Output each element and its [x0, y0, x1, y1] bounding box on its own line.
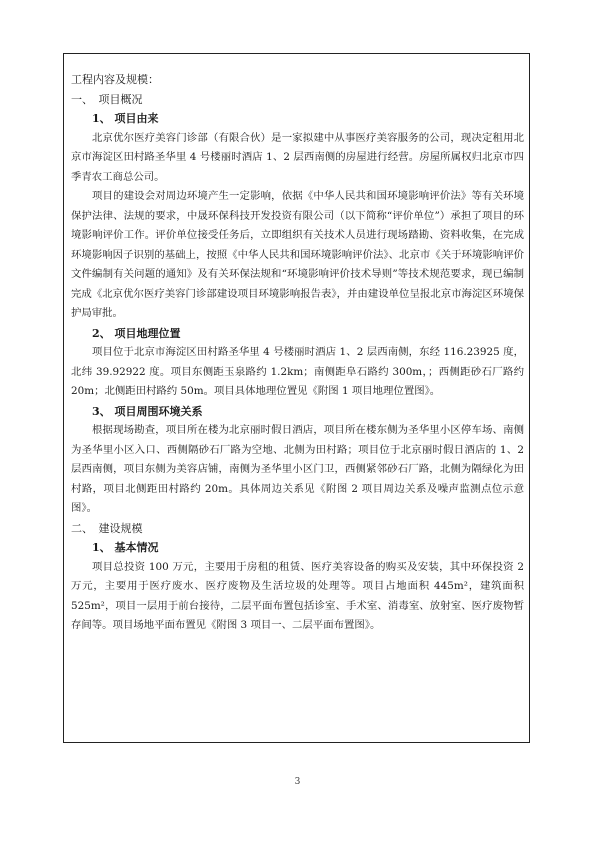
section-heading: 一、 项目概况 [71, 92, 143, 106]
subsection-heading: 1、 项目由来 [92, 112, 159, 125]
paragraph: 项目总投资 100 万元，主要用于房租的租赁、医疗美容设备的购买及安装，其中环保投资 2 万元，主要用于医疗废水、医疗废物及生活垃圾的处理等。项目占地面积 445m²，建筑面积 525m²，项目一层用于前台接待，二层平面布置包括诊室、手术室、消毒室、放射室、医疗废物暂存间等。项目场地平面布置见《附图 3 项目一、二层平面布置图》。 [71, 560, 524, 631]
paragraph: 项目位于北京市海淀区田村路圣华里 4 号楼丽时酒店 1、2 层西南侧，东经 116.23925 度，北纬 39.92922 度。项目东侧距玉泉路约 1.2km；南侧距阜石路约 300m，；西侧距砂石厂路约 20m；北侧距田村路约 50m。项目具体地理位置见《附图 1 项目地理位置图》。 [71, 346, 524, 397]
subsection-heading: 2、 项目地理位置 [92, 326, 181, 340]
page-number: 3 [294, 777, 301, 787]
subsection-heading: 1、 基本情况 [92, 541, 159, 554]
document-content [71, 70, 524, 636]
paragraph: 项目的建设会对周边环境产生一定影响，依据《中华人民共和国环境影响评价法》等有关环境保护法律、法规的要求，中晟环保科技开发投资有限公司（以下简称“评价单位”）承担了项目的环境影响评价工作。评价单位接受任务后，立即组织有关技术人员进行现场踏勘、资料收集，在完成环境影响因子识别的基础上，按照《中华人民共和国环境影响评价法》、北京市《关于环境影响评价文件编制有关问题的通知》及有关环保法规和“环境影响评价技术导则”等技术规范要求，现已编制完成《北京优尔医疗美容门诊部建设项目环境影响报告表》，并由建设单位呈报北京市海淀区环境保护局审批。 [71, 190, 524, 319]
document-frame [63, 53, 530, 743]
paragraph: 根据现场勘查，项目所在楼为北京丽时假日酒店，项目所在楼东侧为圣华里小区停车场、南侧为圣华里小区入口、西侧隔砂石厂路为空地、北侧为田村路；项目位于北京丽时假日酒店的 1、2 层西南侧，项目东侧为美容店铺，南侧为圣华里小区门卫，西侧紧邻砂石厂路，北侧为隔绿化为田村路，项目北侧距田村路约 20m。具体周边关系见《附图 2 项目周边关系及噪声监测点位示意图》。 [71, 424, 524, 514]
page-title: 工程内容及规模： [71, 73, 159, 86]
subsection-heading: 3、 项目周围环境关系 [92, 404, 203, 418]
paragraph: 北京优尔医疗美容门诊部（有限合伙）是一家拟建中从事医疗美容服务的公司，现决定租用北京市海淀区田村路圣华里 4 号楼丽时酒店 1、2 层西南侧的房屋进行经营。房屋所属权归北京市四季青农工商总公司。 [71, 131, 524, 183]
section-heading: 二、 建设规模 [71, 521, 143, 535]
